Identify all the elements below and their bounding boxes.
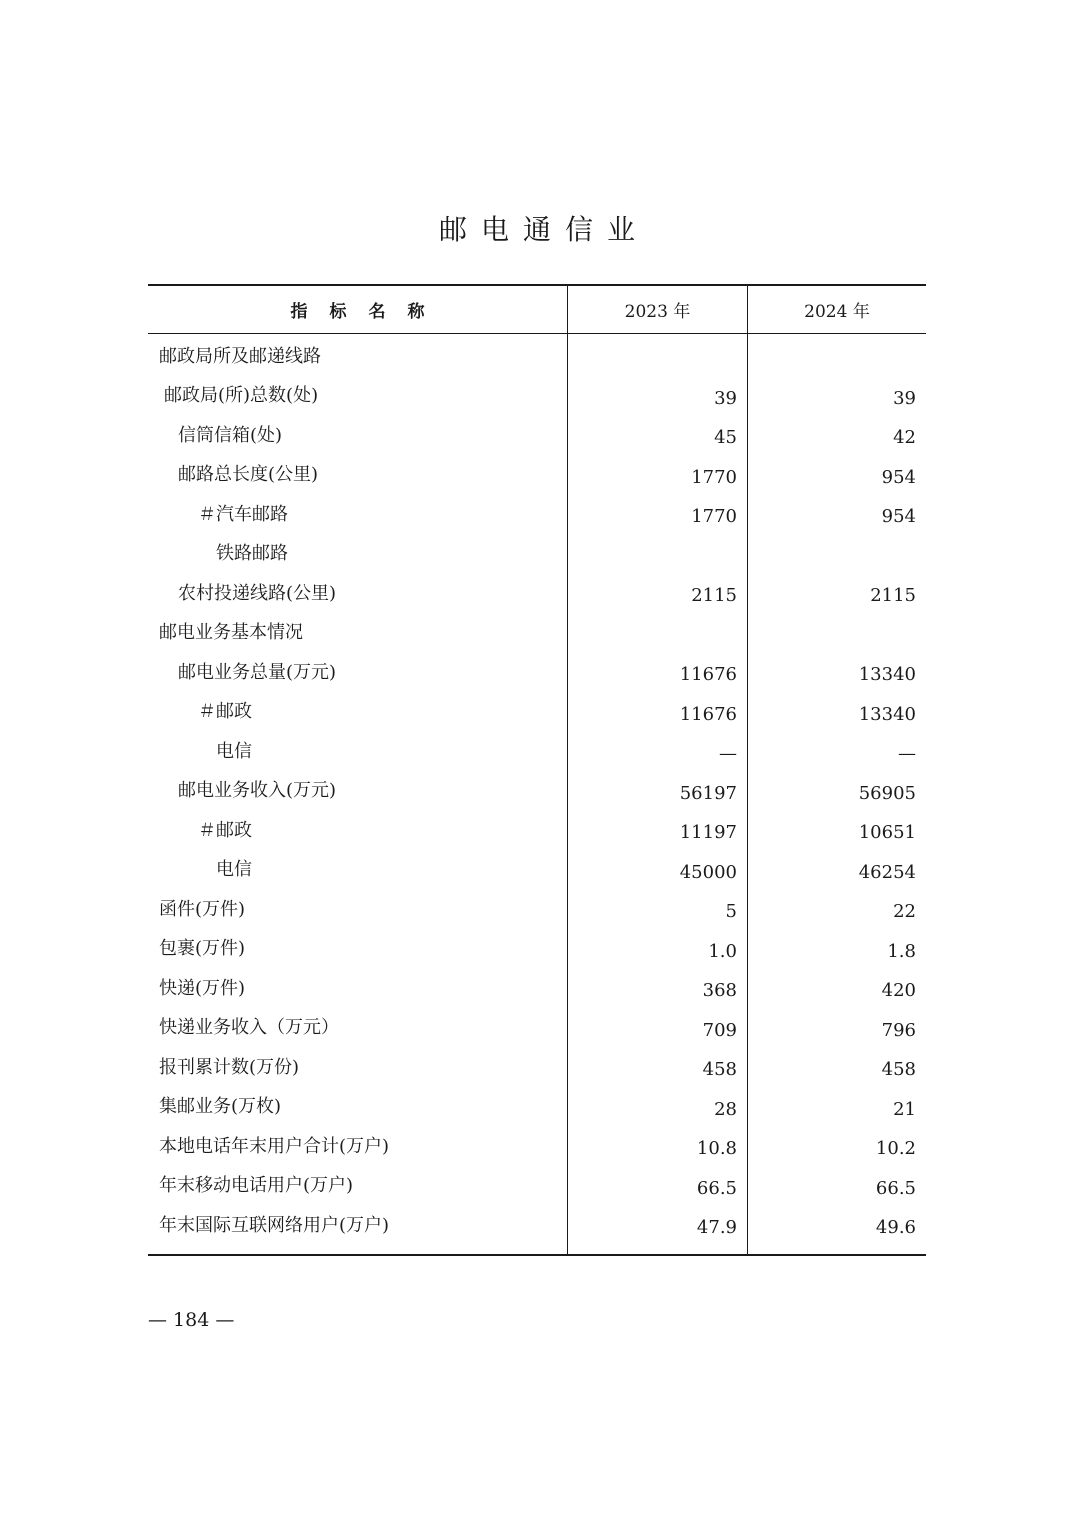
row-label: 集邮业务(万枚) <box>159 1096 282 1118</box>
value-2024: 46254 <box>858 861 916 883</box>
value-2024: 66.5 <box>875 1177 916 1199</box>
value-2023: 47.9 <box>696 1217 737 1239</box>
value-2024: 954 <box>881 506 916 528</box>
table-body <box>148 334 926 1254</box>
row-label: ＃邮政 <box>198 819 252 841</box>
row-label: 邮电业务收入(万元) <box>178 780 337 802</box>
table-row <box>148 969 926 1009</box>
row-label: 年末国际互联网络用户(万户) <box>159 1214 390 1236</box>
value-2023: 39 <box>714 387 737 409</box>
table-row <box>148 574 926 614</box>
table-row <box>148 732 926 772</box>
value-2024: 2115 <box>870 585 916 607</box>
value-2024: 420 <box>881 980 916 1002</box>
row-label: 信筒信箱(处) <box>178 424 283 446</box>
value-2023: 5 <box>725 901 737 923</box>
row-label: 邮电业务总量(万元) <box>178 661 337 683</box>
row-label: 电信 <box>216 740 252 762</box>
table-row <box>148 416 926 456</box>
table-row <box>148 1167 926 1207</box>
value-2024: 39 <box>893 387 916 409</box>
value-2024: 49.6 <box>875 1217 916 1239</box>
table-row <box>148 1088 926 1128</box>
table-header-row <box>148 286 926 334</box>
row-label: 报刊累计数(万份) <box>159 1056 300 1078</box>
page-number: — 184 — <box>148 1309 235 1331</box>
value-2023: 1770 <box>691 466 737 488</box>
page-title: 邮电通信业 <box>438 213 649 246</box>
table-row <box>148 811 926 851</box>
row-label: ＃邮政 <box>198 701 252 723</box>
table-row <box>148 495 926 535</box>
row-label: 年末移动电话用户(万户) <box>159 1175 354 1197</box>
table-row <box>148 614 926 654</box>
value-2024: 796 <box>881 1019 916 1041</box>
value-2023: 2115 <box>691 585 737 607</box>
table-row <box>148 1009 926 1049</box>
row-label: 邮电业务基本情况 <box>159 622 303 644</box>
value-2023: 11676 <box>679 703 737 725</box>
value-2023: 56197 <box>679 782 737 804</box>
value-2024: 954 <box>881 466 916 488</box>
value-2023: 1770 <box>691 506 737 528</box>
table-row <box>148 693 926 733</box>
value-2023: 368 <box>702 980 737 1002</box>
table-row <box>148 772 926 812</box>
row-label: 快递业务收入（万元） <box>159 1017 339 1039</box>
value-2024: 10.2 <box>875 1138 916 1160</box>
row-label: 本地电话年末用户合计(万户) <box>159 1135 390 1157</box>
table-row <box>148 1206 926 1246</box>
table-row <box>148 535 926 575</box>
row-label: 快递(万件) <box>159 977 246 999</box>
value-2023: 28 <box>714 1098 737 1120</box>
table-row <box>148 890 926 930</box>
table-row <box>148 930 926 970</box>
value-2023: 45000 <box>679 861 737 883</box>
value-2024: 458 <box>881 1059 916 1081</box>
value-2023: 1.0 <box>708 940 737 962</box>
table-row <box>148 456 926 496</box>
statistics-table <box>148 284 926 1256</box>
row-label: 邮政局所及邮递线路 <box>159 345 321 367</box>
table-row <box>148 1048 926 1088</box>
value-2023: 11197 <box>679 822 737 844</box>
value-2024: 21 <box>893 1098 916 1120</box>
value-2024: — <box>898 743 916 765</box>
value-2023: 45 <box>714 427 737 449</box>
row-label: 邮政局(所)总数(处) <box>164 385 319 407</box>
row-label: 包裹(万件) <box>159 938 246 960</box>
header-indicator-name: 指标名称 <box>290 302 447 322</box>
row-label: 电信 <box>216 859 252 881</box>
table-row <box>148 653 926 693</box>
value-2024: 13340 <box>858 664 916 686</box>
row-label: 邮路总长度(公里) <box>178 464 319 486</box>
row-label: ＃汽车邮路 <box>198 503 288 525</box>
value-2023: 11676 <box>679 664 737 686</box>
value-2023: 709 <box>702 1019 737 1041</box>
value-2023: 66.5 <box>696 1177 737 1199</box>
row-label: 农村投递线路(公里) <box>178 582 337 604</box>
value-2023: 458 <box>702 1059 737 1081</box>
value-2024: 1.8 <box>887 940 916 962</box>
table-row <box>148 851 926 891</box>
table-row <box>148 377 926 417</box>
header-year-2023: 2023 年 <box>567 286 747 333</box>
value-2023: — <box>719 743 737 765</box>
value-2024: 22 <box>893 901 916 923</box>
value-2024: 42 <box>893 427 916 449</box>
table-row <box>148 1127 926 1167</box>
value-2024: 10651 <box>858 822 916 844</box>
value-2024: 56905 <box>858 782 916 804</box>
value-2024: 13340 <box>858 703 916 725</box>
row-label: 铁路邮路 <box>216 543 288 565</box>
value-2023: 10.8 <box>696 1138 737 1160</box>
table-row <box>148 337 926 377</box>
row-label: 函件(万件) <box>159 898 246 920</box>
header-year-2024: 2024 年 <box>747 286 926 333</box>
